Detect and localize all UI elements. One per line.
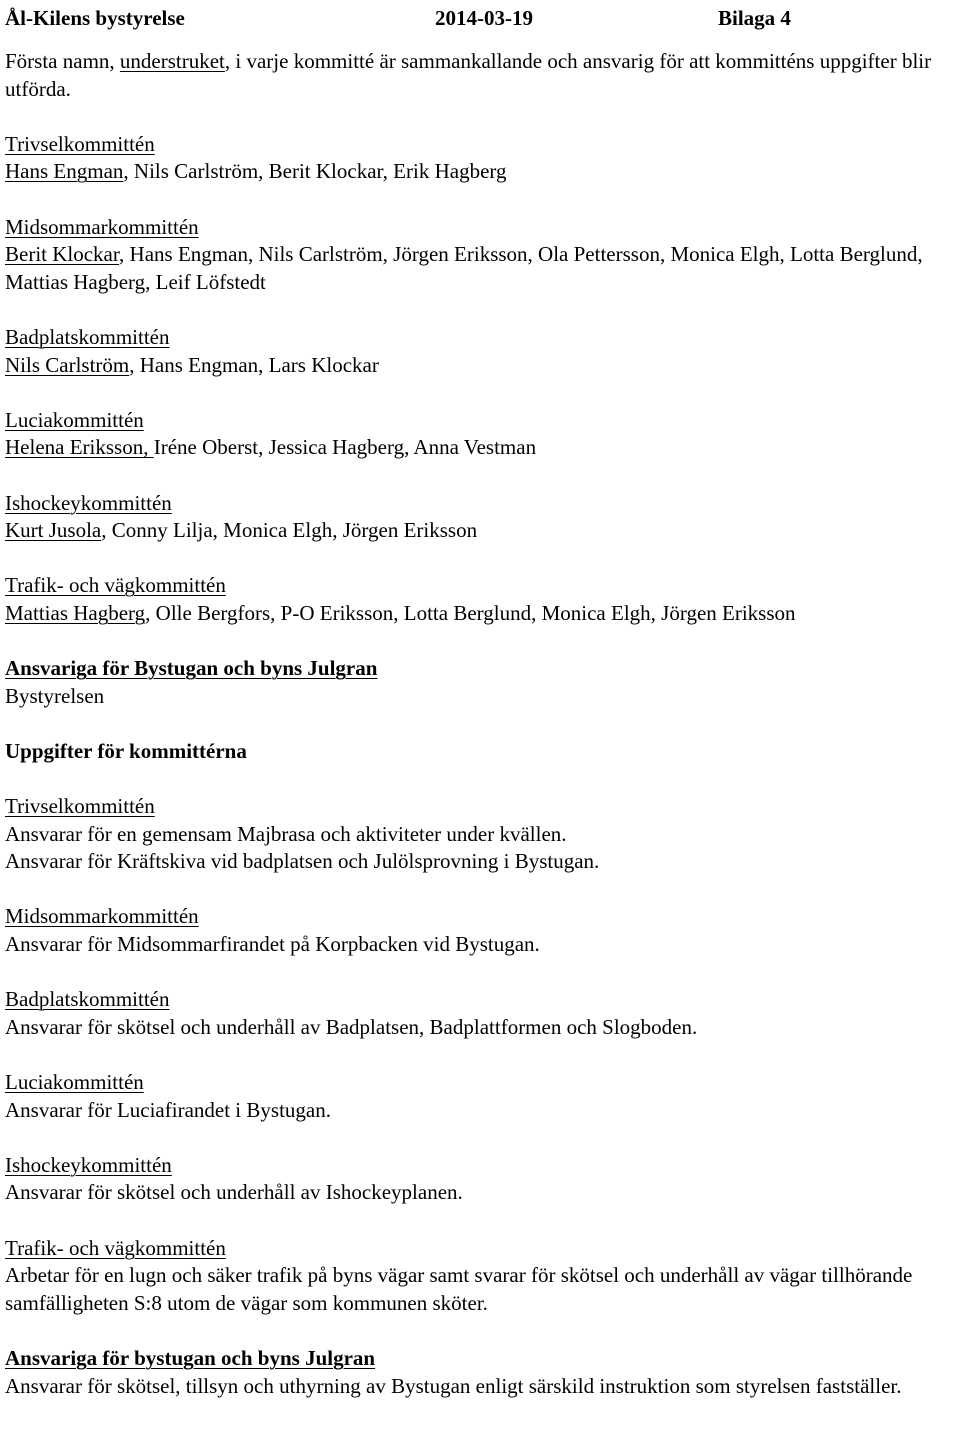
committee-midsommar (5, 214, 955, 297)
task-line: Ansvarar för skötsel och underhåll av Ishockeyplanen. (5, 1180, 463, 1205)
committee-members (5, 434, 955, 462)
tasks-title-section (5, 738, 955, 766)
task-badplats (5, 986, 955, 1041)
committee-convener: Nils Carlström (5, 352, 130, 377)
committee-others: , Nils Carlström, Berit Klockar, Erik Hagberg (123, 159, 507, 184)
committee-members (5, 241, 955, 296)
task-line: Ansvarar för skötsel och underhåll av Badplatsen, Badplattformen och Slogboden. (5, 1014, 698, 1039)
final-task-text: Ansvarar för skötsel, tillsyn och uthyrning av Bystugan enligt särskild instruktion som styrelsen fastställer. (5, 1373, 902, 1398)
committee-members (5, 600, 955, 628)
responsible-section (5, 655, 955, 710)
task-midsommar (5, 903, 955, 958)
document-header (5, 3, 955, 33)
committee-convener: Hans Engman (5, 159, 124, 184)
committee-members (5, 158, 955, 186)
intro-pre: Första namn, (5, 49, 120, 73)
task-trafik (5, 1235, 955, 1318)
tasks-title: Uppgifter för kommittérna (5, 738, 247, 763)
committee-badplats (5, 324, 955, 379)
committee-convener: Kurt Jusola (5, 518, 102, 543)
task-heading: Badplatskommittén (5, 987, 170, 1012)
committee-members (5, 352, 955, 380)
committee-others: Iréne Oberst, Jessica Hagberg, Anna Vestman (153, 435, 537, 460)
header-organization: Ål-Kilens bystyrelse (5, 6, 185, 30)
intro-underlined: understruket (119, 49, 225, 73)
committee-heading: Luciakommittén (5, 407, 144, 432)
task-heading: Trafik- och vägkommittén (5, 1235, 226, 1260)
committee-convener: Berit Klockar (5, 242, 120, 267)
committee-trafik (5, 572, 955, 627)
committee-heading: Midsommarkommittén (5, 214, 199, 239)
header-date: 2014-03-19 (435, 6, 533, 30)
committee-heading: Ishockeykommittén (5, 490, 172, 515)
task-line: Arbetar för en lugn och säker trafik på byns vägar samt svarar för skötsel och underhåll av vägar tillhörande samfälligheten S:8 utom de vägar som kommunen sköter. (5, 1263, 913, 1315)
committee-convener: Helena Eriksson, (5, 435, 154, 460)
responsible-heading: Ansvariga för Bystugan och byns Julgran (5, 656, 378, 681)
header-attachment: Bilaga 4 (718, 6, 791, 30)
task-heading: Luciakommittén (5, 1069, 144, 1094)
committee-ishockey (5, 490, 955, 545)
intro-paragraph (5, 48, 955, 103)
committee-heading: Trivselkommittén (5, 131, 155, 156)
committee-others: , Conny Lilja, Monica Elgh, Jörgen Eriksson (101, 518, 478, 543)
responsible-text: Bystyrelsen (5, 683, 105, 708)
committee-others: , Hans Engman, Nils Carlström, Jörgen Eriksson, Ola Pettersson, Monica Elgh, Lotta Berglund, Mattias Hagberg, Leif Löfstedt (5, 242, 923, 294)
task-final (5, 1345, 955, 1400)
committee-trivsel (5, 131, 955, 186)
task-ishockey (5, 1152, 955, 1207)
task-trivsel (5, 793, 955, 876)
task-line: Ansvarar för Midsommarfirandet på Korpbacken vid Bystugan. (5, 932, 540, 956)
task-line: Ansvarar för Luciafirandet i Bystugan. (5, 1097, 331, 1122)
task-heading: Ishockeykommittén (5, 1152, 172, 1177)
intro-post: , i varje kommitté är sammankallande och ansvarig för att kommitténs uppgifter blir utförda. (5, 49, 932, 101)
task-line: Ansvarar för Kräftskiva vid badplatsen och Julölsprovning i Bystugan. (5, 849, 600, 874)
committee-others: , Hans Engman, Lars Klockar (129, 352, 379, 377)
task-heading: Midsommarkommittén (5, 904, 199, 929)
final-task-heading: Ansvariga för bystugan och byns Julgran (5, 1345, 376, 1370)
committee-members (5, 517, 955, 545)
committee-others: , Olle Bergfors, P-O Eriksson, Lotta Berglund, Monica Elgh, Jörgen Eriksson (145, 600, 796, 625)
committee-heading: Badplatskommittén (5, 324, 170, 349)
committee-convener: Mattias Hagberg (5, 600, 146, 625)
task-lucia (5, 1069, 955, 1124)
task-heading: Trivselkommittén (5, 794, 155, 819)
task-line: Ansvarar för en gemensam Majbrasa och aktiviteter under kvällen. (5, 821, 567, 846)
committee-heading: Trafik- och vägkommittén (5, 573, 226, 598)
committee-lucia (5, 407, 955, 462)
